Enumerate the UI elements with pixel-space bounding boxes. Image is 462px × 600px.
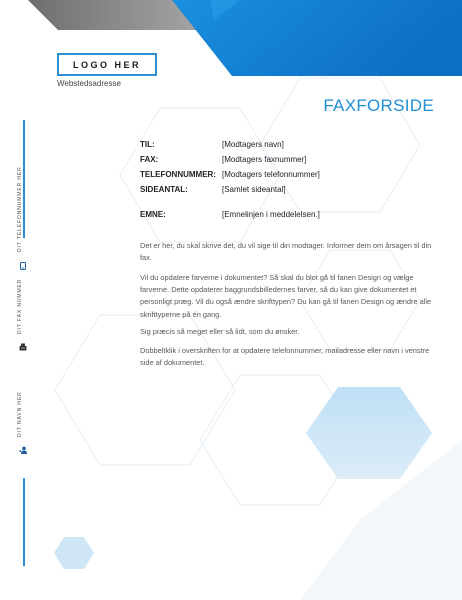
sidebar-name[interactable]: DIT NAVN HER [17,391,23,437]
body-paragraph[interactable]: Det er her, du skal skrive det, du vil sige til din modtager. Informer dem om årsagen til din fax. [140,241,432,263]
sidebar-phone[interactable]: DIT TELEFONNUMMER HER [17,166,23,252]
sidebar-fax[interactable]: DIT FAX NUMMER [17,278,23,334]
light-hexagon-large [306,387,432,479]
field-value[interactable]: [Modtagers faxnummer] [222,155,307,164]
field-label: FAX: [140,155,159,164]
body-paragraph[interactable]: Vil du opdatere farverne i dokumentet? Så skal du blot gå til fanen Design og vælge farverne. Dette opdaterer baggrundsbilledernes farver, så du kan give dokumentet et personligt præg. Vil du også ændre skrifttypen? Du kan gå til fanen Design og ændre alle skrifttyperne på én gang. [140,273,432,319]
body-paragraph[interactable]: Dobbeltklik i overskriften for at opdatere telefonnummer, mailadresse eller navn i venstre side af dokumentet. [140,346,430,368]
logo-text: LOGO HER [72,59,141,70]
person-icon [19,446,27,454]
body-paragraph[interactable]: Sig præcis så meget eller så lidt, som du ønsker. [140,327,300,336]
logo-placeholder[interactable] [57,53,157,76]
field-label: EMNE: [140,210,166,219]
fax-icon [19,343,27,351]
field-value[interactable]: [Emnelinjen i meddelelsen.] [222,210,320,219]
field-label: SIDEANTAL: [140,185,188,194]
website-address: Webstedsadresse [57,79,121,88]
sidebar-rule-top [23,120,25,238]
light-hexagon-small [54,537,94,569]
field-label: TELEFONNUMMER: [140,170,216,179]
page-title: FAXFORSIDE [323,96,434,115]
field-value[interactable]: [Modtagers telefonnummer] [222,170,320,179]
field-label: TIL: [140,140,155,149]
field-value[interactable]: [Samlet sideantal] [222,185,286,194]
field-value[interactable]: [Modtagers navn] [222,140,284,149]
phone-icon [19,262,27,270]
sidebar-rule-bottom [23,478,25,566]
